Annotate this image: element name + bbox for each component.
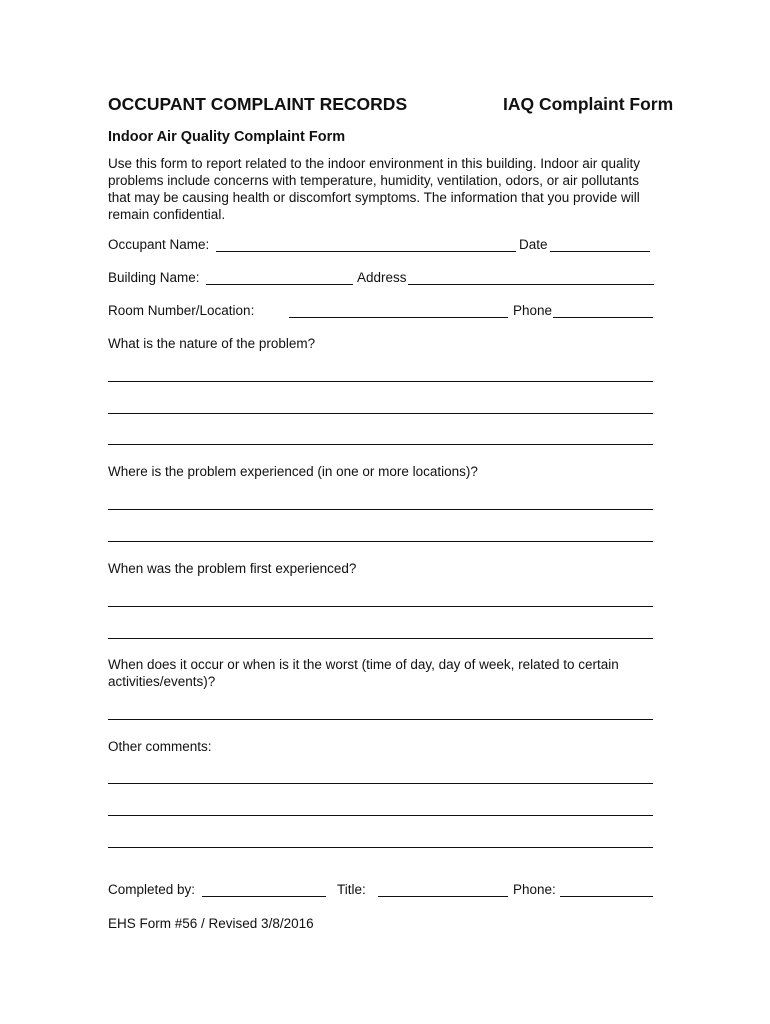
answer-line-where-1[interactable] (108, 509, 653, 510)
occupant-name-label: Occupant Name: (108, 237, 210, 252)
answer-line-when-first-1[interactable] (108, 606, 653, 607)
address-label: Address (357, 270, 407, 285)
question-nature: What is the nature of the problem? (108, 336, 316, 351)
answer-line-where-2[interactable] (108, 541, 653, 542)
intro-line: remain confidential. (108, 207, 226, 222)
question-when-worst-cont: activities/events)? (108, 674, 216, 689)
date-label: Date (519, 237, 548, 252)
answer-line-when-worst-1[interactable] (108, 719, 653, 720)
room-location-field[interactable] (289, 317, 508, 318)
document-title: OCCUPANT COMPLAINT RECORDS (108, 94, 408, 114)
phone-field[interactable] (553, 317, 653, 318)
intro-line: problems include concerns with temperature, humidity, ventilation, odors, or air pollutants (108, 173, 640, 188)
answer-line-comments-3[interactable] (108, 847, 653, 848)
footer-phone-field[interactable] (560, 896, 653, 897)
question-other-comments: Other comments: (108, 739, 212, 754)
form-number: EHS Form #56 / Revised 3/8/2016 (108, 916, 314, 931)
building-name-label: Building Name: (108, 270, 200, 285)
footer-phone-label: Phone: (513, 882, 556, 897)
question-when-worst: When does it occur or when is it the worst (time of day, day of week, related to certain (108, 657, 619, 672)
answer-line-nature-2[interactable] (108, 413, 653, 414)
phone-label: Phone (513, 303, 553, 318)
address-field[interactable] (408, 284, 654, 285)
answer-line-comments-1[interactable] (108, 783, 653, 784)
answer-line-nature-3[interactable] (108, 444, 653, 445)
form-subtitle: Indoor Air Quality Complaint Form (108, 129, 346, 145)
room-location-label: Room Number/Location: (108, 303, 255, 318)
intro-line: Use this form to report related to the indoor environment in this building. Indoor air quality (108, 156, 641, 171)
building-name-field[interactable] (206, 284, 353, 285)
intro-line: that may be causing health or discomfort symptoms. The information that you provide will (108, 190, 640, 205)
completed-by-label: Completed by: (108, 882, 196, 897)
completed-by-field[interactable] (202, 896, 326, 897)
answer-line-nature-1[interactable] (108, 381, 653, 382)
occupant-name-field[interactable] (216, 251, 516, 252)
answer-line-comments-2[interactable] (108, 815, 653, 816)
title-label: Title: (337, 882, 366, 897)
question-where: Where is the problem experienced (in one or more locations)? (108, 464, 478, 479)
date-field[interactable] (550, 251, 650, 252)
answer-line-when-first-2[interactable] (108, 638, 653, 639)
form-title: IAQ Complaint Form (503, 94, 674, 114)
intro-paragraph (108, 155, 668, 223)
title-field[interactable] (378, 896, 508, 897)
question-when-first: When was the problem first experienced? (108, 561, 357, 576)
